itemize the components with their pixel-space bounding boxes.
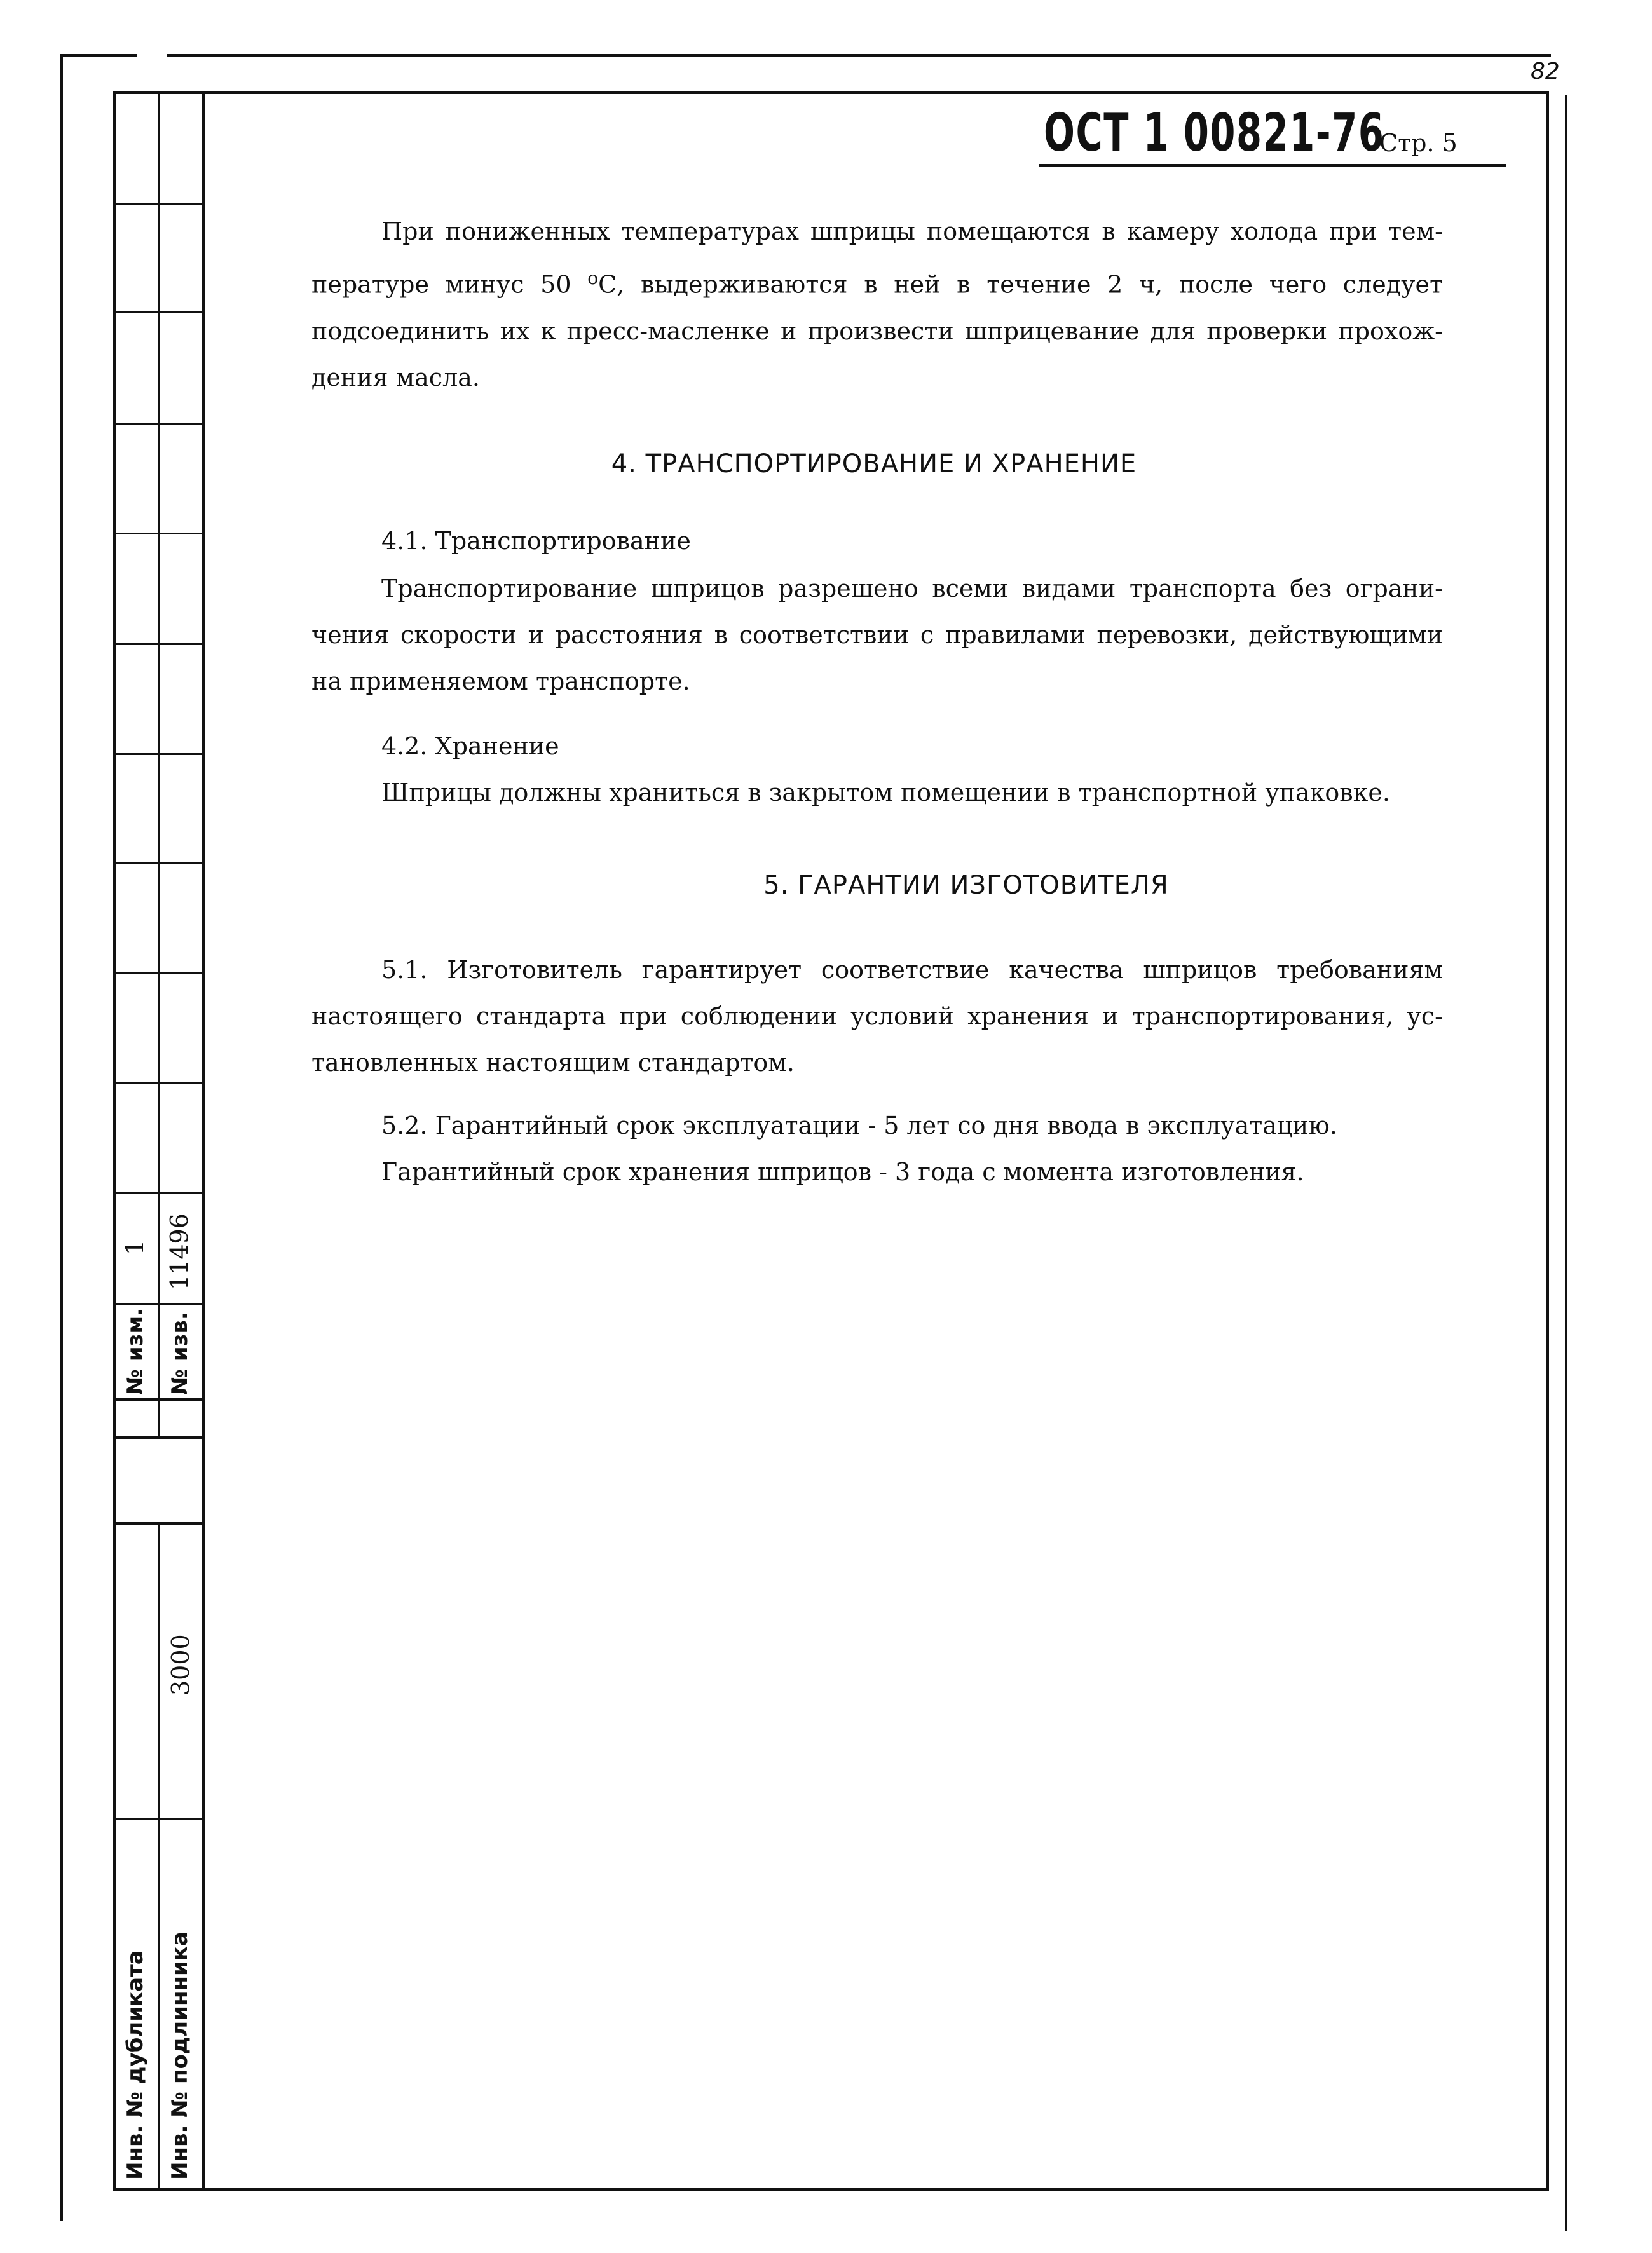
section-5-title: 5. ГАРАНТИИ ИЗГОТОВИТЕЛЯ	[763, 871, 1169, 900]
stamp-row-line	[113, 972, 202, 974]
frame-bottom-line	[113, 2188, 1548, 2191]
stamp-row-line	[113, 311, 202, 313]
duplicate-inventory-label: Инв. № дубликата	[123, 1950, 148, 2180]
paragraph-guarantee-2	[311, 1103, 1443, 1195]
outer-right-line	[1565, 95, 1567, 2231]
outer-top-line	[60, 54, 137, 57]
stamp-row-line	[113, 203, 202, 205]
frame-top-line	[113, 91, 1548, 94]
para1-line4: дения масла.	[311, 363, 480, 391]
frame-right-line	[1546, 91, 1549, 2191]
stamp-row-line	[113, 1192, 202, 1194]
izm-value: 1	[121, 1239, 149, 1255]
s41-line2: чения скорости и расстояния в соответствии с правилами перевозки, действующими	[311, 621, 1443, 649]
stamp-row-line	[113, 1398, 202, 1401]
s52-line2: Гарантийный срок хранения шприцов - 3 года с момента изготовления.	[381, 1158, 1304, 1186]
section-4-2-text: Шприцы должны храниться в закрытом помещении в транспортной упаковке.	[381, 779, 1391, 807]
paragraph-low-temp	[311, 208, 1443, 401]
izv-label: № изв.	[167, 1312, 193, 1395]
paragraph-transport	[311, 566, 1443, 705]
page-number: 82	[1531, 58, 1560, 85]
para1-line2-b: С, выдерживаются в ней в течение 2 ч, после чего следует	[598, 270, 1443, 299]
original-inventory-label: Инв. № подлинника	[167, 1931, 193, 2180]
section-4-title: 4. ТРАНСПОРТИРОВАНИЕ И ХРАНЕНИЕ	[611, 449, 1137, 479]
frame-left-line-b2	[158, 1522, 160, 2191]
para1-line3: подсоединить их к пресс-масленке и произвести шприцевание для проверки прохож-	[311, 317, 1443, 345]
stamp-row-line	[113, 1303, 202, 1305]
header-underline	[1039, 164, 1506, 167]
stamp-row-line	[113, 753, 202, 755]
stamp-row-line	[113, 1082, 202, 1084]
stamp-row-line	[113, 1818, 202, 1820]
outer-left-line	[60, 54, 63, 2221]
outer-top-line-2	[167, 54, 1551, 57]
paragraph-guarantee-1	[311, 947, 1443, 1086]
izv-value: 11496	[165, 1213, 193, 1290]
frame-left-line-c	[202, 91, 205, 2191]
s51-line2: настоящего стандарта при соблюдении условий хранения и транспортирования, ус-	[311, 1002, 1443, 1030]
frame-left-line-a	[113, 91, 116, 2191]
page-label: Стр. 5	[1379, 129, 1457, 157]
izm-label: № изм.	[123, 1307, 148, 1395]
stamp-row-line	[113, 423, 202, 425]
para1-line2-a: пературе минус 50	[311, 270, 588, 299]
s41-line1: Транспортирование шприцов разрешено всеми видами транспорта без ограни-	[381, 575, 1443, 602]
stamp-row-line	[113, 533, 202, 534]
stamp-row-line	[113, 1436, 202, 1439]
s52-line1: 5.2. Гарантийный срок эксплуатации - 5 лет со дня ввода в эксплуатацию.	[381, 1112, 1337, 1140]
stamp-row-line	[113, 862, 202, 864]
frame-left-line-b	[158, 91, 160, 1437]
orig-inventory-value: 3000	[167, 1634, 195, 1696]
stamp-row-line	[113, 1522, 202, 1525]
document-code: ОСТ 1 00821-76	[1044, 103, 1385, 163]
section-4-1-title: 4.1. Транспортирование	[381, 527, 691, 555]
para1-line1: При пониженных температурах шприцы помещаются в камеру холода при тем-	[381, 217, 1443, 245]
degree-symbol: o	[587, 268, 599, 289]
s51-line1: 5.1. Изготовитель гарантирует соответствие качества шприцов требованиям	[381, 956, 1443, 984]
section-4-2-title: 4.2. Хранение	[381, 732, 559, 760]
s41-line3: на применяемом транспорте.	[311, 667, 690, 695]
s51-line3: тановленных настоящим стандартом.	[311, 1049, 795, 1077]
stamp-row-line	[113, 643, 202, 645]
